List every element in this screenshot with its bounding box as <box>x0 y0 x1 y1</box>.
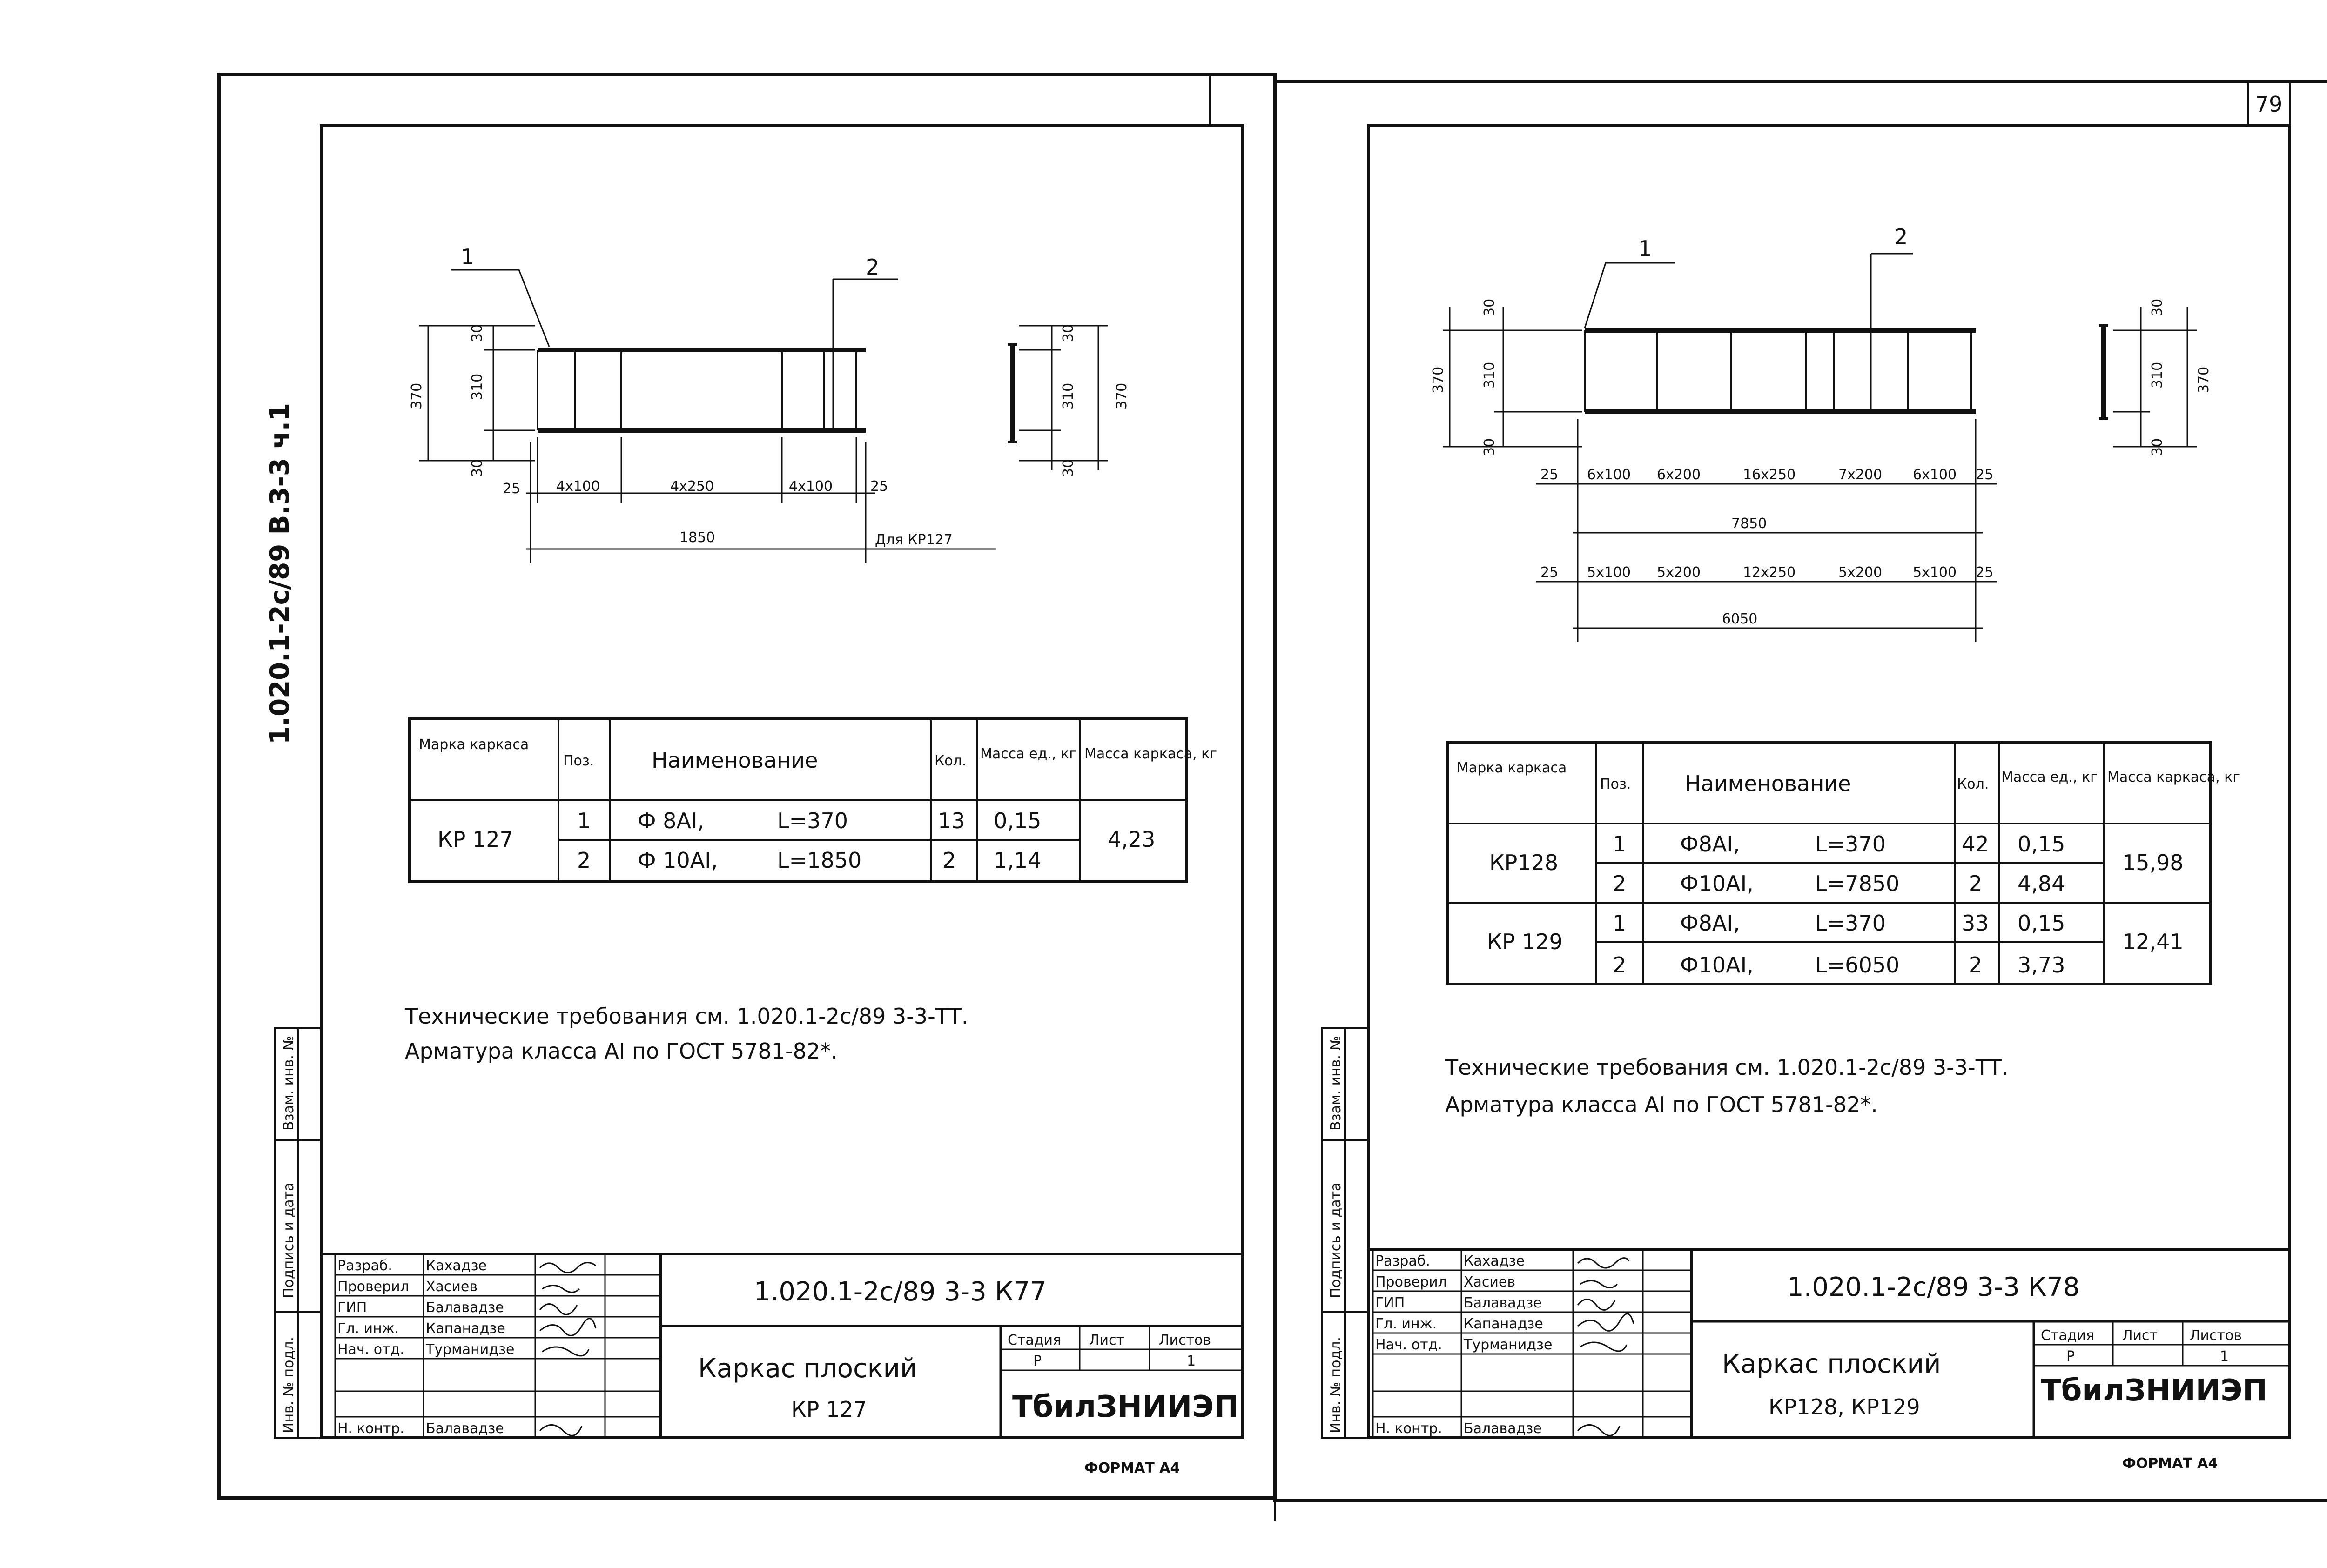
stamp-label-signature: Подпись и дата <box>281 1182 297 1298</box>
right-section-total: 370 <box>2196 366 2212 393</box>
right-row2a-name: Ф8АI, <box>1680 911 1740 936</box>
left-tb-name-4: Турманидзе <box>426 1341 515 1358</box>
right-tb-role-3: Гл. инж. <box>1375 1316 1437 1332</box>
right-tb-stage-head: Стадия <box>2041 1327 2095 1344</box>
left-tb-role-1: Проверил <box>337 1279 409 1295</box>
left-tb-role-3: Гл. инж. <box>337 1320 399 1337</box>
right-tb-name-0: Кахадзе <box>1464 1253 1525 1269</box>
right-th-frame-mass: Масса каркаса, кг <box>2107 769 2240 785</box>
right-hdim-b-6: 25 <box>1976 564 1994 581</box>
right-row1b-pos: 2 <box>1613 871 1627 896</box>
left-row2-mass: 1,14 <box>994 848 1042 873</box>
left-row2-pos: 2 <box>577 848 591 873</box>
left-tb-stage: Р <box>1033 1353 1042 1369</box>
left-tb-sheets: 1 <box>1187 1353 1196 1369</box>
left-hdim-3: 4x100 <box>789 478 833 495</box>
right-tb-role-4: Нач. отд. <box>1375 1337 1442 1353</box>
right-tb-code: 1.020.1-2с/89 3-3 К78 <box>1787 1272 2080 1302</box>
right-th-mark: Марка каркаса <box>1457 760 1567 776</box>
left-hdim-total: 1850 <box>679 529 715 546</box>
right-section-mid: 310 <box>2149 362 2166 389</box>
left-row1-name: Ф 8АI, <box>638 808 705 833</box>
right-tb-name-3: Капанадзе <box>1464 1316 1543 1332</box>
left-vdim-mid: 310 <box>469 373 485 400</box>
left-hdim-1: 4x100 <box>556 478 600 495</box>
left-th-unit-mass: Масса ед., кг <box>980 746 1076 762</box>
right-row2-mass-total: 12,41 <box>2122 929 2184 954</box>
left-tb-name-0: Кахадзе <box>426 1258 487 1274</box>
left-callout-2: 2 <box>866 255 880 280</box>
right-vdim-bot: 30 <box>1481 438 1498 456</box>
right-hdim-a-3: 16x250 <box>1743 467 1796 483</box>
left-row1-mass: 0,15 <box>994 808 1042 833</box>
right-tb-sheets-head: Листов <box>2190 1327 2242 1344</box>
right-row1a-pos: 1 <box>1613 831 1627 857</box>
right-tb-sheet-head: Лист <box>2122 1327 2158 1344</box>
right-hdim-a-4: 7x200 <box>1838 467 1883 483</box>
page-number: 79 <box>2255 92 2283 117</box>
right-callout-1: 1 <box>1638 236 1652 261</box>
right-row1-mark: КР128 <box>1489 850 1559 875</box>
right-hdim-b-5: 5x100 <box>1913 564 1957 581</box>
right-row2a-length: L=370 <box>1815 911 1886 936</box>
left-tb-name-3: Капанадзе <box>426 1320 505 1337</box>
left-tb-sheets-head: Листов <box>1159 1332 1211 1348</box>
right-row1-mass-total: 15,98 <box>2122 850 2184 875</box>
right-hdim-b-4: 5x200 <box>1838 564 1883 581</box>
right-tb-org: ТбилЗНИИЭП <box>2041 1374 2267 1408</box>
left-section-bot: 30 <box>1060 459 1076 477</box>
left-note-1: Технические требования см. 1.020.1-2с/89 3-3-ТТ. <box>405 1004 968 1029</box>
left-tb-name-6: Балавадзе <box>426 1421 504 1437</box>
left-tb-role-4: Нач. отд. <box>337 1341 404 1358</box>
right-row1a-name: Ф8АI, <box>1680 831 1740 857</box>
right-row1b-mass: 4,84 <box>2018 871 2065 896</box>
right-row1a-length: L=370 <box>1815 831 1886 857</box>
right-th-unit-mass: Масса ед., кг <box>2001 769 2098 785</box>
right-tb-sheets: 1 <box>2220 1348 2229 1365</box>
right-tb-role-1: Проверил <box>1375 1274 1447 1290</box>
left-tb-org: ТбилЗНИИЭП <box>1012 1390 1239 1424</box>
left-tb-sheet-head: Лист <box>1089 1332 1125 1348</box>
left-row-mass-total: 4,23 <box>1108 827 1156 852</box>
left-row2-name: Ф 10АI, <box>638 848 718 873</box>
right-row1b-name: Ф10АI, <box>1680 871 1754 896</box>
stamp-label-replacement: Взам. инв. № <box>281 1036 297 1131</box>
left-section-mid: 310 <box>1060 382 1076 409</box>
right-th-pos: Поз. <box>1600 776 1631 792</box>
right-callout-2: 2 <box>1894 224 1908 249</box>
left-hdim-note: Для КР127 <box>875 532 953 548</box>
stamp-label-inventory-right: Инв. № подл. <box>1328 1337 1344 1433</box>
right-hdim-b-3: 12x250 <box>1743 564 1796 581</box>
left-section-top: 30 <box>1060 324 1076 342</box>
right-row1a-qty: 42 <box>1962 831 1989 857</box>
right-format-label: ФОРМАТ А4 <box>2122 1455 2218 1472</box>
right-tb-role-0: Разраб. <box>1375 1253 1430 1269</box>
left-tb-role-2: ГИП <box>337 1300 367 1316</box>
left-tb-name-1: Хасиев <box>426 1279 478 1295</box>
right-row2a-mass: 0,15 <box>2018 911 2065 936</box>
left-row1-qty: 13 <box>938 808 965 833</box>
left-tb-code: 1.020.1-2с/89 3-3 К77 <box>754 1277 1047 1307</box>
left-row1-pos: 1 <box>577 808 591 833</box>
right-row2b-mass: 3,73 <box>2018 952 2065 978</box>
left-hdim-0: 25 <box>503 481 521 497</box>
left-tb-title-1: Каркас плоский <box>698 1354 917 1384</box>
right-tb-role-2: ГИП <box>1375 1295 1405 1311</box>
left-format-label: ФОРМАТ А4 <box>1084 1460 1180 1476</box>
left-callout-1: 1 <box>461 244 475 269</box>
right-tb-name-4: Турманидзе <box>1464 1337 1553 1353</box>
right-row2a-pos: 1 <box>1613 911 1627 936</box>
right-hdim-a-2: 6x200 <box>1657 467 1701 483</box>
right-hdim-b-total: 6050 <box>1722 611 1758 627</box>
left-tb-role-6: Н. контр. <box>337 1421 404 1437</box>
right-th-name: Наименование <box>1685 771 1851 796</box>
left-row2-qty: 2 <box>942 848 956 873</box>
right-hdim-b-1: 5x100 <box>1587 564 1631 581</box>
right-hdim-a-6: 25 <box>1976 467 1994 483</box>
stamp-label-inventory: Инв. № подл. <box>281 1337 297 1433</box>
right-vdim-mid: 310 <box>1481 362 1498 389</box>
right-row1a-mass: 0,15 <box>2018 831 2065 857</box>
left-th-frame-mass: Масса каркаса, кг <box>1084 746 1217 762</box>
right-row2a-qty: 33 <box>1962 911 1989 936</box>
right-section-top: 30 <box>2149 298 2166 316</box>
left-row2-length: L=1850 <box>777 848 862 873</box>
left-th-qty: Кол. <box>935 753 967 769</box>
left-tb-role-0: Разраб. <box>337 1258 392 1274</box>
right-tb-name-2: Балавадзе <box>1464 1295 1542 1311</box>
right-row1b-length: L=7850 <box>1815 871 1900 896</box>
stamp-label-replacement-right: Взам. инв. № <box>1328 1036 1344 1131</box>
left-th-mark: Марка каркаса <box>419 737 529 753</box>
left-tb-title-2: КР 127 <box>791 1397 867 1422</box>
right-hdim-b-2: 5x200 <box>1657 564 1701 581</box>
right-tb-name-6: Балавадзе <box>1464 1421 1542 1437</box>
right-tb-stage: Р <box>2066 1348 2075 1365</box>
left-vdim-top: 30 <box>469 324 485 342</box>
right-vdim-top: 30 <box>1481 298 1498 316</box>
right-row2-mark: КР 129 <box>1487 929 1563 954</box>
right-note-1: Технические требования см. 1.020.1-2с/89 3-3-ТТ. <box>1445 1055 2009 1080</box>
left-hdim-2: 4x250 <box>670 478 714 495</box>
right-tb-title-2: КР128, КР129 <box>1769 1394 1920 1420</box>
right-section-bot: 30 <box>2149 438 2166 456</box>
left-tb-stage-head: Стадия <box>1008 1332 1062 1348</box>
left-row1-length: L=370 <box>777 808 848 833</box>
left-vdim-bot: 30 <box>469 459 485 477</box>
right-hdim-a-total: 7850 <box>1731 516 1767 532</box>
right-hdim-b-0: 25 <box>1540 564 1559 581</box>
right-row2b-name: Ф10АI, <box>1680 952 1754 978</box>
right-th-qty: Кол. <box>1957 776 1989 792</box>
right-vdim-total: 370 <box>1430 366 1446 393</box>
stamp-label-signature-right: Подпись и дата <box>1328 1182 1344 1298</box>
left-row-mark: КР 127 <box>437 827 513 852</box>
left-hdim-4: 25 <box>870 478 888 495</box>
right-row2b-length: L=6050 <box>1815 952 1900 978</box>
right-row2b-pos: 2 <box>1613 952 1627 978</box>
left-th-pos: Поз. <box>563 753 594 769</box>
left-note-2: Арматура класса АI по ГОСТ 5781-82*. <box>405 1039 838 1064</box>
left-section-total: 370 <box>1114 382 1130 409</box>
left-th-name: Наименование <box>652 748 818 773</box>
right-tb-role-6: Н. контр. <box>1375 1421 1442 1437</box>
left-vdim-total: 370 <box>409 382 425 409</box>
right-row2b-qty: 2 <box>1969 952 1983 978</box>
right-note-2: Арматура класса АI по ГОСТ 5781-82*. <box>1445 1092 1878 1117</box>
side-document-code: 1.020.1-2с/89 В.3-3 ч.1 <box>265 403 295 744</box>
left-tb-name-2: Балавадзе <box>426 1300 504 1316</box>
right-tb-name-1: Хасиев <box>1464 1274 1516 1290</box>
right-tb-title-1: Каркас плоский <box>1722 1349 1941 1379</box>
right-hdim-a-0: 25 <box>1540 467 1559 483</box>
right-row1b-qty: 2 <box>1969 871 1983 896</box>
right-hdim-a-5: 6x100 <box>1913 467 1957 483</box>
right-hdim-a-1: 6x100 <box>1587 467 1631 483</box>
